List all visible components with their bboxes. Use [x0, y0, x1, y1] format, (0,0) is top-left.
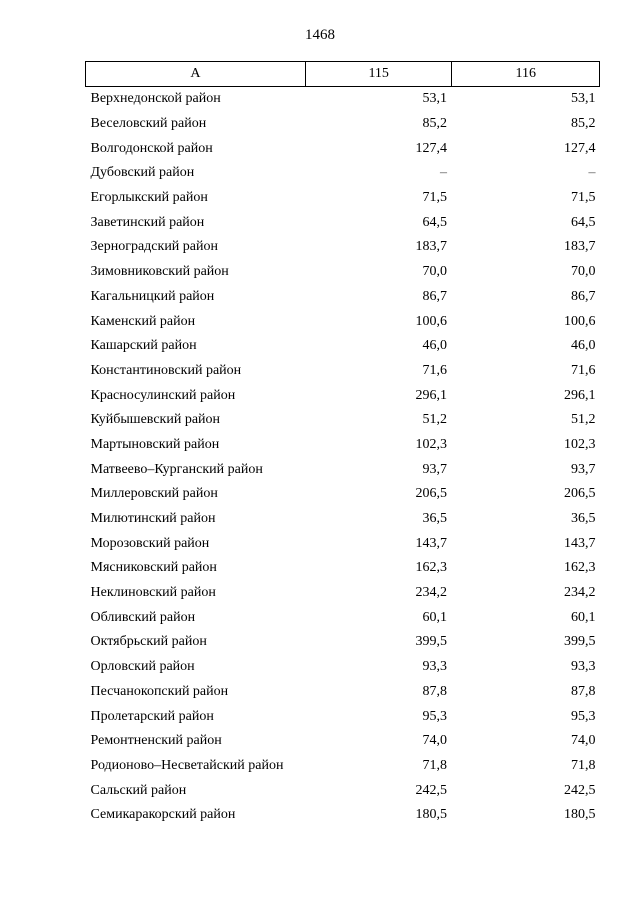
value-116-cell: 183,7 [564, 239, 596, 255]
table-row [86, 556, 600, 581]
table-row [86, 729, 600, 754]
district-name-cell: Милютинский район [90, 511, 216, 527]
table-row [86, 482, 600, 507]
district-name-cell: Каменский район [90, 313, 196, 329]
value-116-cell: 206,5 [564, 486, 596, 502]
value-116-cell: 46,0 [571, 338, 596, 354]
value-116-cell: 162,3 [564, 560, 596, 576]
district-name-cell: Верхнедонской район [90, 91, 221, 107]
district-name-cell: Миллеровский район [90, 486, 218, 502]
table-row [86, 433, 600, 458]
district-name-cell: Орловский район [90, 659, 195, 675]
table-row [86, 457, 600, 482]
value-116-cell: 71,5 [571, 190, 596, 206]
value-116-cell: 74,0 [571, 733, 596, 749]
district-name-cell: Пролетарский район [90, 708, 214, 724]
table-row [86, 680, 600, 705]
value-116-cell: 64,5 [571, 214, 596, 230]
value-115-cell: 71,6 [422, 362, 447, 378]
table-row [86, 778, 600, 803]
table-row [86, 507, 600, 532]
district-name-cell: Семикаракорский район [90, 807, 236, 823]
value-115-cell: 180,5 [415, 807, 447, 823]
value-115-cell: 60,1 [422, 609, 447, 625]
table-row [86, 285, 600, 310]
district-name-cell: Егорлыкский район [90, 190, 208, 206]
value-116-cell: 70,0 [571, 264, 596, 280]
value-116-cell: 102,3 [564, 436, 596, 452]
value-115-cell: 86,7 [422, 288, 447, 304]
value-115-cell: 71,8 [422, 757, 447, 773]
value-116-cell: 71,8 [571, 757, 596, 773]
value-115-cell: 70,0 [422, 264, 447, 280]
table-row [86, 754, 600, 779]
value-115-cell: 51,2 [422, 412, 447, 428]
page-number: 1468 [305, 27, 335, 43]
district-name-cell: Октябрьский район [90, 634, 207, 650]
table-row [86, 112, 600, 137]
district-name-cell: Волгодонской район [90, 140, 213, 156]
table-row [86, 260, 600, 285]
table-row [86, 359, 600, 384]
value-116-cell: 53,1 [571, 91, 596, 107]
table-row [86, 408, 600, 433]
district-name-cell: Кагальницкий район [90, 288, 215, 304]
district-name-cell: Зерноградский район [90, 239, 218, 255]
district-name-cell: Морозовский район [90, 535, 210, 551]
value-116-cell: 399,5 [564, 634, 596, 650]
value-116-cell: 86,7 [571, 288, 596, 304]
district-name-cell: Мясниковский район [90, 560, 217, 576]
value-116-cell: 143,7 [564, 535, 596, 551]
value-115-cell: 95,3 [422, 708, 447, 724]
value-115-cell: 46,0 [422, 338, 447, 354]
value-115-cell: 206,5 [415, 486, 447, 502]
value-115-cell: 234,2 [415, 585, 447, 601]
value-115-cell: 296,1 [415, 387, 447, 403]
district-name-cell: Веселовский район [90, 116, 207, 132]
value-115-cell: 53,1 [422, 91, 447, 107]
district-name-cell: Родионово–Несветайский район [90, 757, 284, 773]
value-116-cell: 71,6 [571, 362, 596, 378]
value-116-cell: 60,1 [571, 609, 596, 625]
table-row [86, 704, 600, 729]
value-115-cell: – [439, 165, 447, 181]
value-116-cell: 85,2 [571, 116, 596, 132]
value-115-cell: 100,6 [415, 313, 447, 329]
table-header-row [86, 62, 600, 87]
column-header-116: 116 [452, 62, 600, 87]
value-115-cell: 36,5 [422, 511, 447, 527]
value-115-cell: 93,7 [422, 461, 447, 477]
table-row [86, 136, 600, 161]
value-116-cell: 296,1 [564, 387, 596, 403]
value-116-cell: 87,8 [571, 683, 596, 699]
district-name-cell: Матвеево–Курганский район [90, 461, 263, 477]
table-row [86, 531, 600, 556]
value-116-cell: 95,3 [571, 708, 596, 724]
value-116-cell: 234,2 [564, 585, 596, 601]
table-row [86, 309, 600, 334]
district-name-cell: Сальский район [90, 782, 187, 798]
district-name-cell: Обливский район [90, 609, 196, 625]
table-row [86, 186, 600, 211]
district-name-cell: Кашарский район [90, 338, 197, 354]
value-116-cell: – [588, 165, 596, 181]
value-116-cell: 51,2 [571, 412, 596, 428]
value-116-cell: 36,5 [571, 511, 596, 527]
value-116-cell: 127,4 [564, 140, 596, 156]
value-115-cell: 143,7 [415, 535, 447, 551]
value-115-cell: 102,3 [415, 436, 447, 452]
district-name-cell: Неклиновский район [90, 585, 216, 601]
district-name-cell: Заветинский район [90, 214, 205, 230]
table-row [86, 803, 600, 828]
table-row [86, 334, 600, 359]
value-115-cell: 64,5 [422, 214, 447, 230]
value-115-cell: 162,3 [415, 560, 447, 576]
district-name-cell: Зимовниковский район [90, 264, 229, 280]
district-name-cell: Дубовский район [90, 165, 195, 181]
table-row [86, 630, 600, 655]
value-116-cell: 93,7 [571, 461, 596, 477]
table-row [86, 161, 600, 186]
table-row [86, 210, 600, 235]
district-name-cell: Красносулинский район [90, 387, 236, 403]
value-116-cell: 180,5 [564, 807, 596, 823]
value-116-cell: 242,5 [564, 782, 596, 798]
district-name-cell: Куйбышевский район [90, 412, 221, 428]
value-115-cell: 399,5 [415, 634, 447, 650]
district-name-cell: Песчанокопский район [90, 683, 229, 699]
value-116-cell: 93,3 [571, 659, 596, 675]
table-row [86, 383, 600, 408]
value-115-cell: 87,8 [422, 683, 447, 699]
value-115-cell: 127,4 [415, 140, 447, 156]
value-115-cell: 85,2 [422, 116, 447, 132]
data-table [85, 61, 600, 828]
value-115-cell: 183,7 [415, 239, 447, 255]
value-115-cell: 71,5 [422, 190, 447, 206]
table-row [86, 581, 600, 606]
value-116-cell: 100,6 [564, 313, 596, 329]
table-body [86, 87, 600, 828]
value-115-cell: 74,0 [422, 733, 447, 749]
value-115-cell: 242,5 [415, 782, 447, 798]
district-name-cell: Константиновский район [90, 362, 242, 378]
column-header-115: 115 [305, 62, 452, 87]
column-header-name: А [86, 62, 306, 87]
value-115-cell: 93,3 [422, 659, 447, 675]
table-row [86, 87, 600, 112]
table-row [86, 655, 600, 680]
district-name-cell: Ремонтненский район [90, 733, 222, 749]
table-row [86, 235, 600, 260]
table-row [86, 605, 600, 630]
district-name-cell: Мартыновский район [90, 436, 220, 452]
